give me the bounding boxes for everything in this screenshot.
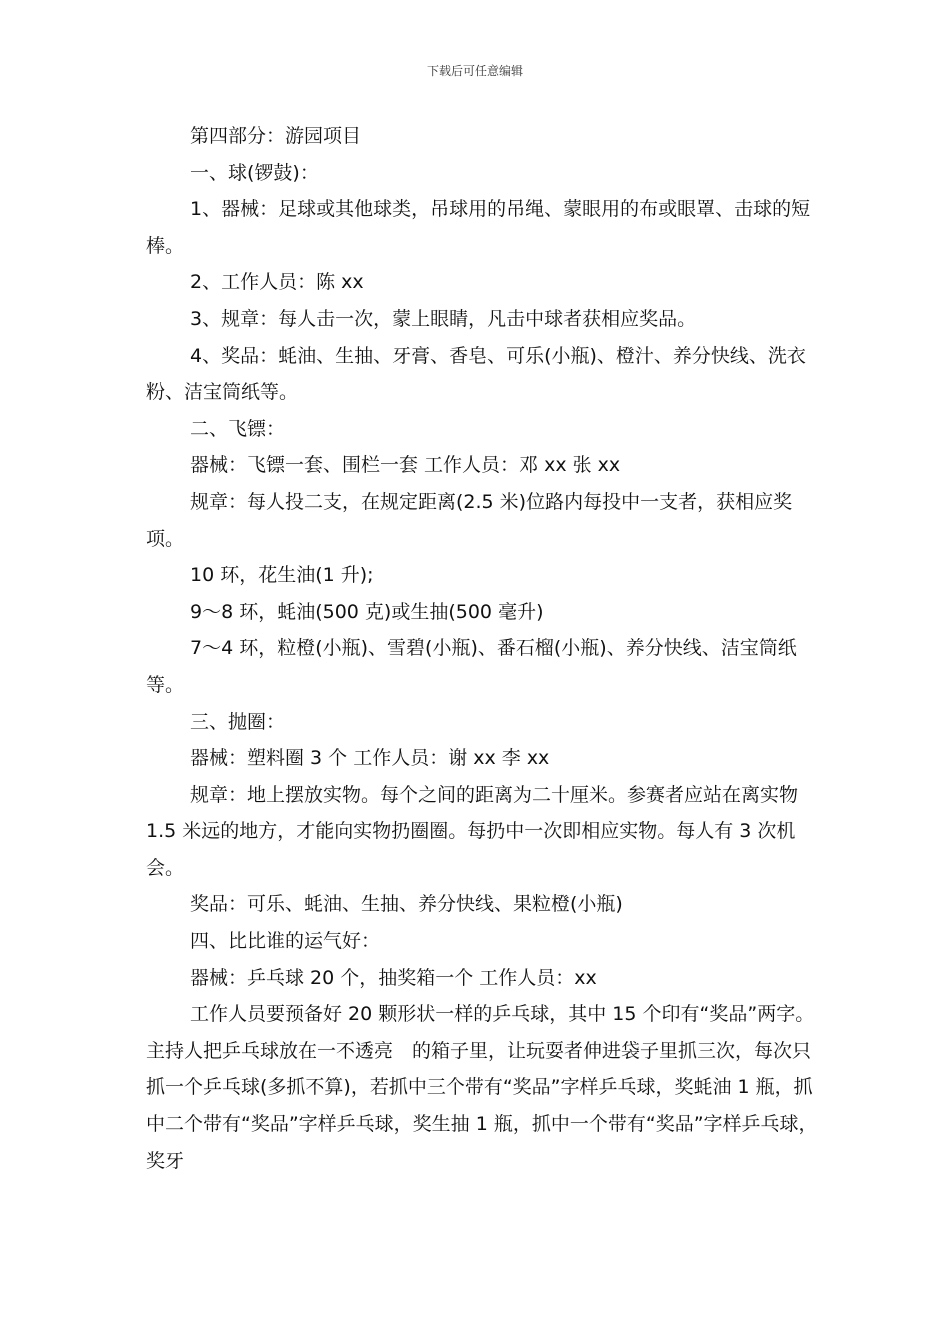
- paragraph-ball-equipment: 1、器械：足球或其他球类，吊球用的吊绳、蒙眼用的布或眼罩、击球的短棒。: [146, 198, 811, 257]
- paragraph-darts-seven-four-ring: 7～4 环，粒橙(小瓶)、雪碧(小瓶)、番石榴(小瓶)、养分快线、洁宝筒纸等。: [146, 637, 797, 696]
- paragraph-ring-toss-prizes: 奖品：可乐、蚝油、生抽、养分快线、果粒橙(小瓶): [190, 893, 623, 916]
- paragraph-darts-rules: 规章：每人投二支，在规定距离(2.5 米)位路内每投中一支者，获相应奖项。: [146, 490, 793, 550]
- subheading-darts: 二、飞镖：: [190, 417, 286, 440]
- subheading-ball: 一、球(锣鼓)：: [190, 161, 319, 184]
- subheading-ring-toss: 三、抛圈：: [190, 710, 286, 733]
- paragraph-ball-rules: 3、规章：每人击一次，蒙上眼睛，凡击中球者获相应奖品。: [190, 307, 697, 330]
- paragraph-ring-toss-equipment: 器械：塑料圈 3 个 工作人员：谢 xx 李 xx: [190, 747, 550, 770]
- paragraph-darts-equipment: 器械：飞镖一套、围栏一套 工作人员：邓 xx 张 xx: [190, 454, 621, 477]
- subheading-luck-game: 四、比比谁的运气好：: [190, 930, 381, 953]
- paragraph-ball-prizes: 4、奖品：蚝油、生抽、牙膏、香皂、可乐(小瓶)、橙汁、养分快线、洗衣粉、洁宝筒纸等。: [146, 344, 806, 404]
- paragraph-ball-staff: 2、工作人员：陈 xx: [190, 271, 364, 294]
- paragraph-luck-game-equipment: 器械：乒乓球 20 个，抽奖箱一个 工作人员：xx: [190, 966, 597, 989]
- paragraph-darts-ten-ring: 10 环，花生油(1 升);: [190, 564, 374, 587]
- document-body: [146, 118, 822, 1179]
- section-heading-part-four: 第四部分：游园项目: [190, 125, 362, 147]
- paragraph-luck-game-rules: 工作人员要预备好 20 颗形状一样的乒乓球，其中 15 个印有“奖品”两字。主持人把乒乓球放在一不透亮 的箱子里，让玩耍者伸进袋子里抓三次，每次只抓一个乒乓球(多抓不算)，若抓中三个带有“奖品”字样乒乓球，奖蚝油 1 瓶，抓中二个带有“奖品”字样乒乓球，奖生抽 1 瓶，抓中一个带有“奖品”字样乒乓球，奖牙: [146, 1003, 818, 1172]
- page-header: 下载后可任意编辑: [426, 64, 523, 78]
- paragraph-darts-nine-eight-ring: 9～8 环，蚝油(500 克)或生抽(500 毫升): [190, 600, 544, 623]
- paragraph-ring-toss-rules: 规章：地上摆放实物。每个之间的距离为二十厘米。参赛者应站在离实物 1.5 米远的地方，才能向实物扔圈圈。每扔中一次即相应实物。每人有 3 次机会。: [146, 783, 799, 879]
